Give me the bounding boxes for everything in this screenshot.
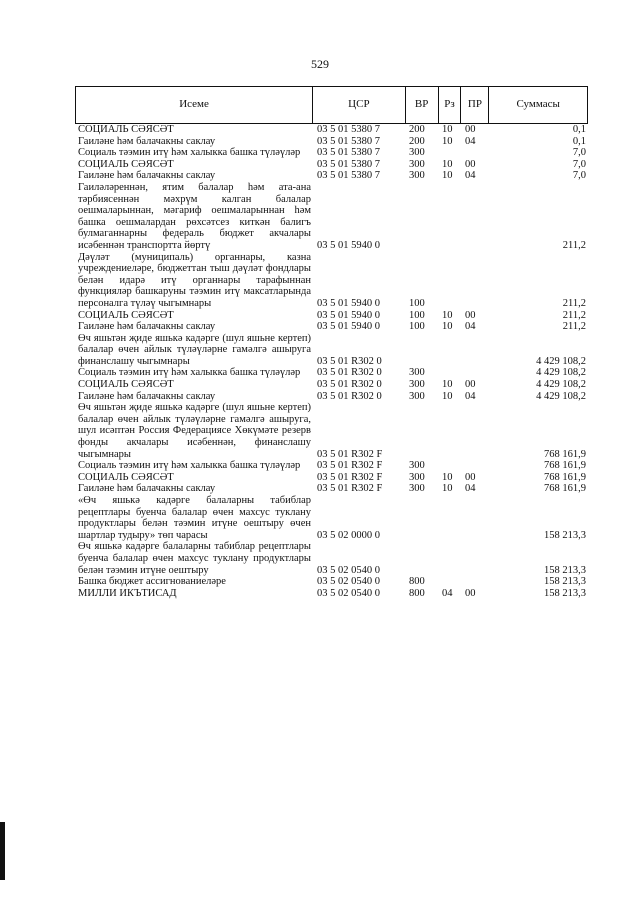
row-sum: 158 213,3 (544, 529, 586, 541)
row-name: Гаиләне һәм балачакны саклау (78, 135, 216, 147)
row-csr: 03 5 01 R302 0 (317, 355, 382, 367)
row-csr: 03 5 01 5380 7 (317, 135, 380, 147)
row-name: Гаиләләреннән, ятим балалар һәм ата-ана тәрбиясеннән мәхрүм калган балалар оешмаларыннан, мәгариф оешмаларыннан һәм башка оешмалардан рөхсәтсез киткән балигъ булмаганнарны федераль бюджет акчалары исәбеннән транспортта йөртү (78, 181, 311, 251)
row-csr: 03 5 01 5380 7 (317, 170, 380, 182)
row-vr: 300 (409, 471, 425, 483)
row-csr: 03 5 01 5940 0 (317, 297, 380, 309)
table-row (75, 310, 588, 322)
row-vr: 100 (409, 321, 425, 333)
row-vr: 300 (409, 460, 425, 472)
row-csr: 03 5 01 5940 0 (317, 239, 380, 251)
header-csr: ЦСР (313, 87, 406, 123)
row-rz: 10 (442, 321, 453, 333)
row-sum: 211,2 (562, 297, 586, 309)
table-row (75, 170, 588, 182)
row-rz: 10 (442, 471, 453, 483)
row-vr: 200 (409, 135, 425, 147)
row-vr: 300 (409, 158, 425, 170)
row-vr: 300 (409, 483, 425, 495)
row-vr: 100 (409, 309, 425, 321)
row-vr: 300 (409, 367, 425, 379)
row-sum: 158 213,3 (544, 587, 586, 599)
row-csr: 03 5 01 R302 F (317, 471, 383, 483)
row-rz: 10 (442, 158, 453, 170)
row-sum: 0,1 (572, 124, 586, 135)
row-vr: 800 (409, 576, 425, 588)
table-row (75, 321, 588, 333)
table-row (75, 136, 588, 148)
row-sum: 768 161,9 (544, 471, 586, 483)
row-sum: 768 161,9 (544, 448, 586, 460)
row-sum: 158 213,3 (544, 564, 586, 576)
row-name: СОЦИАЛЬ СӘЯСӘТ (78, 309, 174, 321)
row-sum: 4 429 108,2 (536, 379, 586, 391)
row-vr: 100 (409, 297, 425, 309)
table-row (75, 159, 588, 171)
row-vr: 200 (409, 124, 425, 135)
row-csr: 03 5 01 R302 F (317, 460, 383, 472)
table-row (75, 483, 588, 495)
table-body (75, 124, 588, 599)
row-csr: 03 5 01 R302 0 (317, 390, 382, 402)
row-csr: 03 5 01 5940 0 (317, 321, 380, 333)
row-sum: 158 213,3 (544, 576, 586, 588)
row-name: Өч яшькә кадәрге балаларны табиблар рецептлары буенча балалар өчен махсус туклану продуктлары белән тәэмин итүне оештыру (78, 541, 311, 576)
table-row (75, 495, 588, 541)
table-row (75, 576, 588, 588)
row-sum: 768 161,9 (544, 483, 586, 495)
table-row (75, 391, 588, 403)
row-rz: 10 (442, 124, 453, 135)
row-pr: 04 (465, 135, 476, 147)
row-name: «Өч яшькә кадәрге балаларны табиблар рецептлары буенча балалар өчен махсус туклану продуктлары белән тәэмин итүне оештыру өчен шартлар тудыру» төп чарасы (78, 495, 311, 541)
row-vr: 300 (409, 379, 425, 391)
row-vr: 300 (409, 147, 425, 159)
row-name: Гаиләне һәм балачакны саклау (78, 390, 216, 402)
row-name: СОЦИАЛЬ СӘЯСӘТ (78, 124, 174, 135)
row-pr: 00 (465, 587, 476, 599)
table-row (75, 367, 588, 379)
table-header (75, 86, 588, 124)
row-csr: 03 5 02 0540 0 (317, 576, 380, 588)
row-sum: 211,2 (562, 239, 586, 251)
header-rz: Рз (439, 87, 462, 123)
row-csr: 03 5 02 0540 0 (317, 587, 380, 599)
row-rz: 10 (442, 309, 453, 321)
header-pr: ПР (461, 87, 489, 123)
row-sum: 7,0 (572, 170, 586, 182)
row-name: Гаиләне һәм балачакны саклау (78, 170, 216, 182)
row-name: СОЦИАЛЬ СӘЯСӘТ (78, 471, 174, 483)
row-name: Дәүләт (муниципаль) органнары, казна учреждениеләре, бюджеттан тыш дәүләт фондлары белән идарә итү органнары тарафыннан функцияләр башкаруны тәэмин итү максатларында персоналга түләү чыгымнары (78, 251, 311, 309)
row-csr: 03 5 01 5380 7 (317, 158, 380, 170)
row-rz: 10 (442, 390, 453, 402)
row-name: Гаиләне һәм балачакны саклау (78, 483, 216, 495)
row-sum: 7,0 (572, 158, 586, 170)
row-pr: 00 (465, 309, 476, 321)
row-pr: 04 (465, 170, 476, 182)
row-pr: 00 (465, 124, 476, 135)
row-csr: 03 5 01 R302 F (317, 483, 383, 495)
table-row (75, 147, 588, 159)
row-pr: 04 (465, 483, 476, 495)
row-pr: 00 (465, 158, 476, 170)
row-rz: 10 (442, 379, 453, 391)
row-name: Социаль тәэмин итү һәм халыкка башка түләүләр (78, 460, 301, 472)
table-row (75, 252, 588, 310)
table-row (75, 460, 588, 472)
header-name: Исеме (76, 87, 313, 123)
budget-table (75, 86, 588, 599)
row-csr: 03 5 01 R302 F (317, 448, 383, 460)
scan-edge-mark (0, 822, 5, 880)
row-rz: 04 (442, 587, 453, 599)
row-sum: 211,2 (562, 309, 586, 321)
row-csr: 03 5 01 R302 0 (317, 367, 382, 379)
row-name: Башка бюджет ассигнованиеләре (78, 576, 226, 588)
row-sum: 7,0 (572, 147, 586, 159)
row-csr: 03 5 01 5940 0 (317, 309, 380, 321)
row-name: МИЛЛИ ИКЪТИСАД (78, 587, 177, 599)
row-pr: 04 (465, 390, 476, 402)
row-csr: 03 5 02 0000 0 (317, 529, 380, 541)
row-sum: 211,2 (562, 321, 586, 333)
row-sum: 768 161,9 (544, 460, 586, 472)
table-row (75, 333, 588, 368)
row-name: Өч яшьтән җиде яшькә кадәрге (шул яшьне кертеп) балалар өчен айлык түләүләрне гамәлгә ашыруга финанслашу чыгымнары (78, 332, 311, 367)
row-sum: 4 429 108,2 (536, 367, 586, 379)
row-name: СОЦИАЛЬ СӘЯСӘТ (78, 379, 174, 391)
row-csr: 03 5 01 5380 7 (317, 147, 380, 159)
row-name: Өч яшьтән җиде яшькә кадәрге (шул яшьне кертеп) балалар өчен айлык түләүләрне гамәлгә ашыруга, шул исәптән Россия Федерациясе Хөкүмәте резерв фонды акчалары исәбеннән, финанслашу чыгымнары (78, 402, 311, 460)
row-vr: 300 (409, 390, 425, 402)
table-row (75, 182, 588, 252)
header-vr: ВР (406, 87, 439, 123)
row-rz: 10 (442, 170, 453, 182)
table-row (75, 124, 588, 136)
row-sum: 0,1 (572, 135, 586, 147)
table-row (75, 379, 588, 391)
row-sum: 4 429 108,2 (536, 390, 586, 402)
row-vr: 300 (409, 170, 425, 182)
row-pr: 00 (465, 379, 476, 391)
row-sum: 4 429 108,2 (536, 355, 586, 367)
row-name: Социаль тәэмин итү һәм халыкка башка түләүләр (78, 367, 301, 379)
row-name: Гаиләне һәм балачакны саклау (78, 321, 216, 333)
row-pr: 04 (465, 321, 476, 333)
row-name: СОЦИАЛЬ СӘЯСӘТ (78, 158, 174, 170)
table-row (75, 588, 588, 600)
table-row (75, 541, 588, 576)
row-csr: 03 5 01 R302 0 (317, 379, 382, 391)
table-row (75, 472, 588, 484)
row-rz: 10 (442, 135, 453, 147)
row-csr: 03 5 02 0540 0 (317, 564, 380, 576)
row-csr: 03 5 01 5380 7 (317, 124, 380, 135)
row-name: Социаль тәэмин итү һәм халыкка башка түләүләр (78, 147, 301, 159)
header-sum: Суммасы (516, 98, 560, 111)
row-rz: 10 (442, 483, 453, 495)
table-row (75, 402, 588, 460)
row-pr: 00 (465, 471, 476, 483)
page-number: 529 (311, 57, 329, 71)
row-vr: 800 (409, 587, 425, 599)
